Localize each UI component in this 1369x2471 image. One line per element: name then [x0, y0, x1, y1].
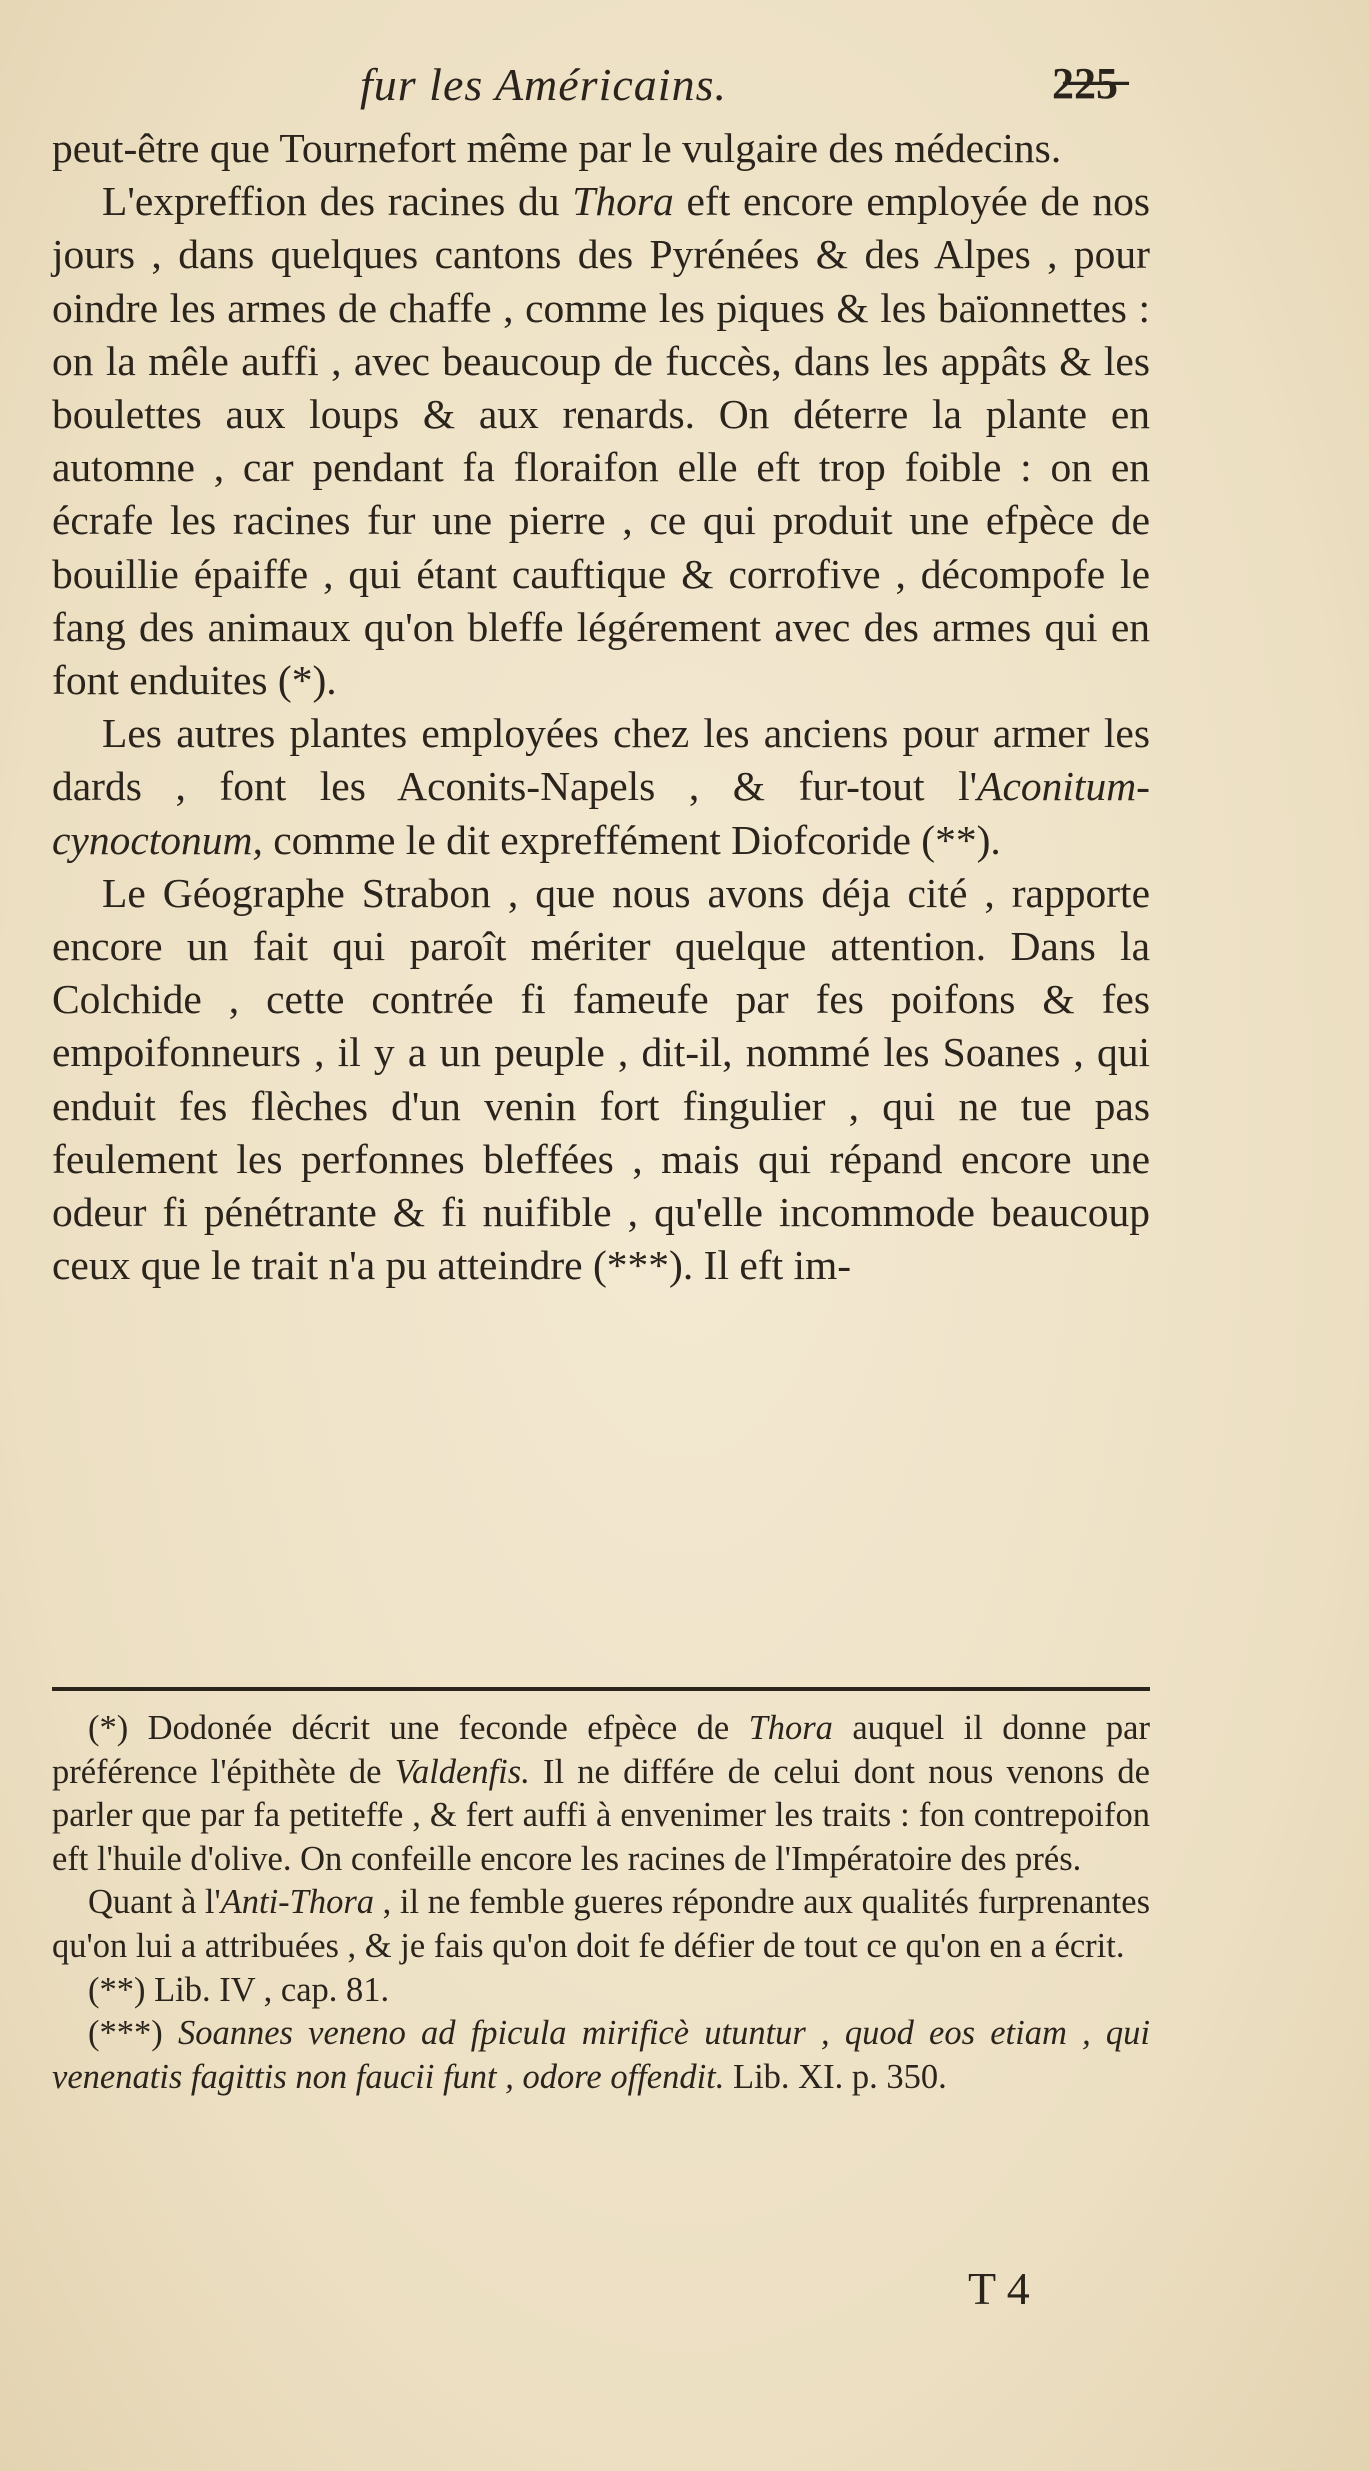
page-number: 2̶2̶5̶: [1052, 59, 1118, 108]
text-run: (***): [88, 2014, 178, 2053]
page-header: [0, 58, 1369, 128]
italic-term: Aconitum-cynoctonum,: [52, 763, 1150, 863]
paragraph-continuation: peut-être que Tournefort même par le vulgaire des médecins.: [52, 125, 1062, 171]
latin-quote: Soannes veneno ad fpicula mirificè utuntur , quod eos etiam , qui venenatis fagittis non faucii funt , odore offendit.: [52, 2014, 1150, 2096]
footnote-2: (**) Lib. IV , cap. 81.: [88, 1970, 390, 2009]
italic-term: Thora: [748, 1709, 833, 1747]
footnote-1-continued: [52, 1881, 1150, 1968]
text-run: L'expreffion des racines du: [102, 178, 573, 225]
signature-mark: T 4: [968, 2263, 1030, 2314]
paragraph-aconits: [52, 707, 1150, 867]
footnotes: [52, 1707, 1150, 2099]
text-run: (*) Dodonée décrit une feconde efpèce de: [88, 1709, 749, 1747]
text-run: auquel il donne par préférence l'épithète de: [52, 1709, 1150, 1791]
paragraph-thora: [52, 175, 1150, 707]
footnote-1: [52, 1707, 1150, 1881]
text-run: comme le dit expreffément Diofcoride (**).: [262, 816, 1001, 863]
paragraph-strabon: Le Géographe Strabon , que nous avons déja cité , rapporte encore un fait qui paroît mériter quelque attention. Dans la Colchide , cette contrée fi fameufe par fes poifons & fes empoifonneurs , il y a un peuple , dit-il, nommé les Soanes , qui enduit fes flèches d'un venin fort fingulier , qui ne tue pas feulement les perfonnes bleffées , mais qui répand encore une odeur fi pénétrante & fi nuifible , qu'elle incommode beaucoup ceux que le trait n'a pu atteindre (***). Il eft im-: [52, 869, 1150, 1289]
text-run: Il ne différe de celui dont nous venons de parler que par fa petiteffe , & fert auffi à envenimer les traits : fon contrepoifon eft l'huile d'olive. On confeille encore les racines de l'Impératoire des prés.: [52, 1752, 1150, 1878]
text-run: Lib. XI. p. 350.: [724, 2057, 947, 2096]
running-head: fur les Américains.: [360, 59, 727, 110]
italic-term: Anti-Thora: [220, 1883, 375, 1922]
text-run: Quant à l': [88, 1883, 221, 1922]
italic-term: Valdenfis.: [394, 1752, 530, 1791]
footnote-divider: [52, 1687, 1150, 1691]
italic-term: Thora: [572, 178, 674, 225]
text-run: Les autres plantes employées chez les anciens pour armer les dards , font les Aconits-Napels , & fur-tout l': [52, 710, 1150, 810]
main-text: [52, 122, 1150, 1292]
text-run: , il ne femble gueres répondre aux qualités furprenantes qu'on lui a attribuées , & je fais qu'on doit fe défier de tout ce qu'on en a écrit.: [52, 1883, 1150, 1965]
footnote-3: [52, 2012, 1150, 2099]
text-run: eft encore employée de nos jours , dans quelques cantons des Pyrénées & des Alpes , pour oindre les armes de chaffe , comme les piques & les baïonnettes : on la mêle auffi , avec beaucoup de fuccès, dans les appâts & les boulettes aux loups & aux renards. On déterre la plante en automne , car pendant fa floraifon elle eft trop foible : on en écrafe les racines fur une pierre , ce qui produit une efpèce de bouillie épaiffe , qui étant cauftique & corrofive , décompofe le fang des animaux qu'on bleffe légérement avec des armes qui en font enduites (*).: [52, 178, 1150, 704]
